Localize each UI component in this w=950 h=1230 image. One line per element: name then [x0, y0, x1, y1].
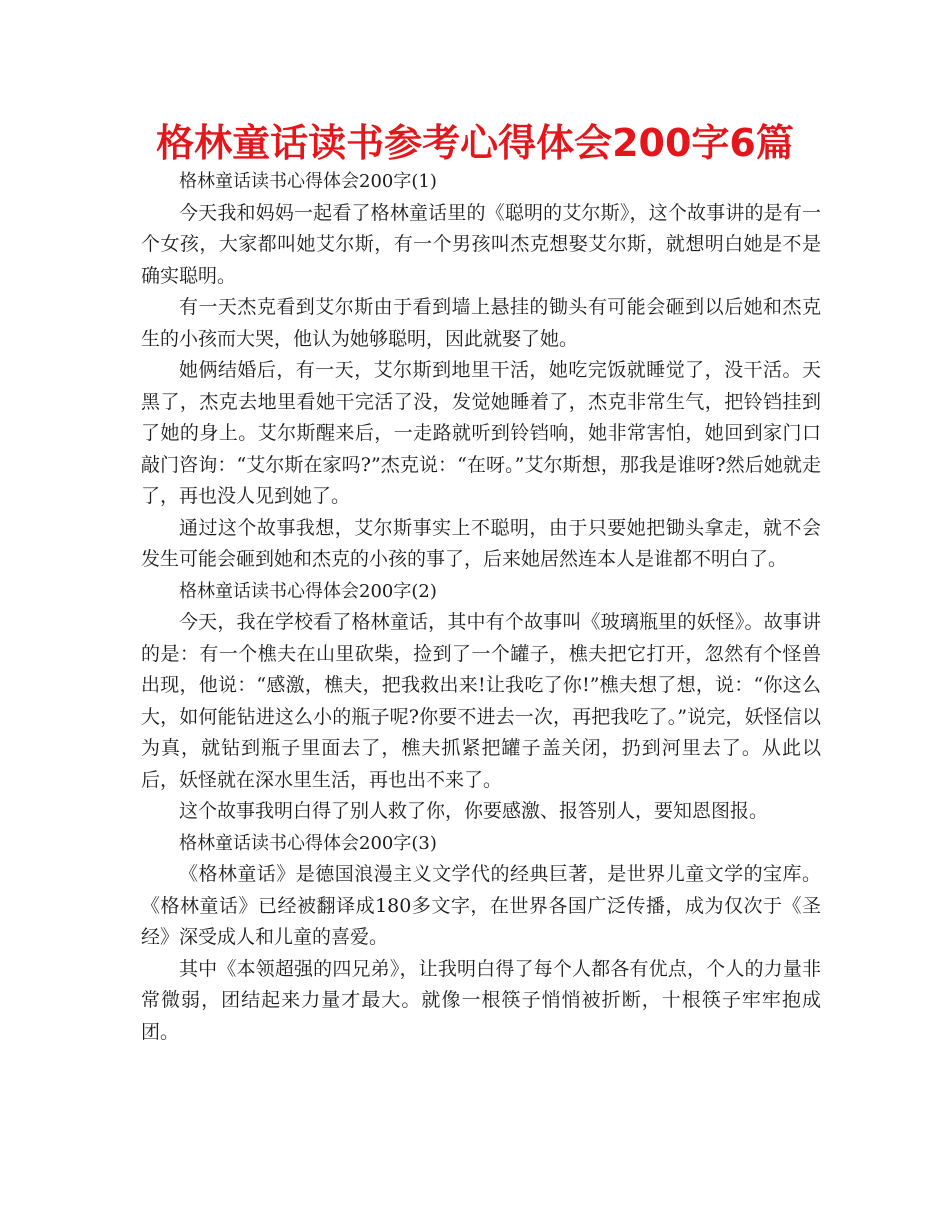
section-heading: 格林童话读书心得体会200字(2) — [179, 580, 437, 602]
paragraph: 《格林童话》是德国浪漫主义文学代的经典巨著，是世界儿童文学的宝库。《格林童话》已经被翻译成180多文字，在世界各国广泛传播，成为仅次于《圣经》深受成人和儿童的喜爱。 — [141, 863, 821, 948]
paragraph: 通过这个故事我想，艾尔斯事实上不聪明，由于只要她把锄头拿走，就不会发生可能会砸到她和杰克的小孩的事了，后来她居然连本人是谁都不明白了。 — [141, 516, 821, 570]
paragraph: 有一天杰克看到艾尔斯由于看到墙上悬挂的锄头有可能会砸到以后她和杰克生的小孩而大哭，他认为她够聪明，因此就娶了她。 — [141, 296, 821, 350]
paragraph: 其中《本领超强的四兄弟》，让我明白得了每个人都各有优点，个人的力量非常微弱，团结起来力量才最大。就像一根筷子悄悄被折断，十根筷子牢牢抱成团。 — [141, 957, 821, 1043]
document-title: 格林童话读书参考心得体会200字6篇 — [156, 121, 794, 165]
document-body — [141, 166, 821, 1048]
paragraph: 这个故事我明白得了别人救了你，你要感激、报答别人，要知恩图报。 — [179, 800, 769, 822]
section-heading: 格林童话读书心得体会200字(3) — [179, 832, 437, 854]
paragraph: 今天我和妈妈一起看了格林童话里的《聪明的艾尔斯》，这个故事讲的是有一个女孩，大家都叫她艾尔斯，有一个男孩叫杰克想娶艾尔斯，就想明白她是不是确实聪明。 — [141, 201, 821, 287]
paragraph: 今天，我在学校看了格林童话，其中有个故事叫《玻璃瓶里的妖怪》。故事讲的是：有一个樵夫在山里砍柴，捡到了一个罐子，樵夫把它打开，忽然有个怪兽出现，他说：“感激，樵夫，把我救出来!让我吃了你!”樵夫想了想，说：“你这么大，如何能钻进这么小的瓶子呢?你要不进去一次，再把我吃了。”说完，妖怪信以为真，就钻到瓶子里面去了，樵夫抓紧把罐子盖关闭，扔到河里去了。从此以后，妖怪就在深水里生活，再也出不来了。 — [141, 611, 821, 791]
paragraph: 她俩结婚后，有一天，艾尔斯到地里干活，她吃完饭就睡觉了，没干活。天黑了，杰克去地里看她干完活了没，发觉她睡着了，杰克非常生气，把铃铛挂到了她的身上。艾尔斯醒来后，一走路就听到铃铛响，她非常害怕，她回到家门口敲门咨询：“艾尔斯在家吗?”杰克说：“在呀。”艾尔斯想，那我是谁呀?然后她就走了，再也没人见到她了。 — [141, 359, 821, 507]
section-heading: 格林童话读书心得体会200字(1) — [179, 171, 437, 192]
